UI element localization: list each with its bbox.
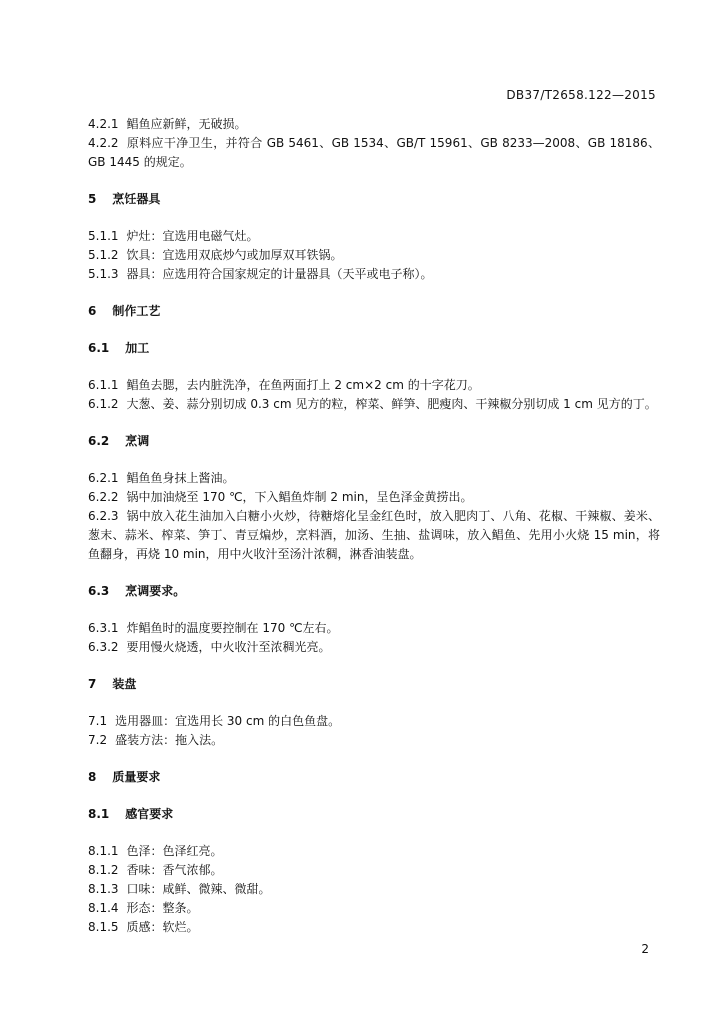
section-heading	[88, 432, 660, 451]
section-heading	[88, 805, 660, 824]
clause-number: 8.1.3	[88, 882, 119, 896]
clause-text: 色泽：色泽红亮。	[126, 844, 223, 858]
spacer	[88, 750, 660, 768]
clause-paragraph	[88, 918, 660, 937]
clause-number: 6.1	[88, 341, 110, 355]
clause-number: 6.2.3	[88, 509, 119, 523]
spacer	[88, 172, 660, 190]
clause-text: 要用慢火烧透，中火收汁至浓稠光亮。	[126, 640, 331, 654]
clause-number: 6.2.2	[88, 490, 119, 504]
clause-number: 5	[88, 192, 97, 206]
spacer	[88, 601, 660, 619]
clause-number: 8	[88, 770, 97, 784]
spacer	[88, 321, 660, 339]
clause-text: 烹调要求。	[125, 584, 186, 598]
clause-paragraph	[88, 507, 660, 564]
clause-number: 5.1.3	[88, 267, 119, 281]
clause-text: 锅中加油烧至 170 ℃，下入鲳鱼炸制 2 min，呈色泽金黄捞出。	[126, 490, 473, 504]
clause-paragraph	[88, 134, 660, 172]
clause-text: 盛装方法：拖入法。	[115, 733, 224, 747]
clause-paragraph	[88, 619, 660, 638]
section-heading	[88, 768, 660, 787]
section-heading	[88, 190, 660, 209]
clause-text: 锅中放入花生油加入白糖小火炒，待糖熔化呈金红色时，放入肥肉丁、八角、花椒、干辣椒、姜米、葱末、蒜米、榨菜、笋丁、青豆煸炒，烹料酒，加汤、生抽、盐调味，放入鲳鱼、先用小火烧 15 min，将鱼翻身，再烧 10 min，用中火收汁至汤汁浓稠，淋香油装盘。	[88, 509, 660, 561]
spacer	[88, 284, 660, 302]
clause-number: 6.3	[88, 584, 110, 598]
spacer	[88, 694, 660, 712]
clause-number: 7.1	[88, 714, 108, 728]
spacer	[88, 414, 660, 432]
spacer	[88, 657, 660, 675]
clause-text: 鲳鱼去腮，去内脏洗净，在鱼两面打上 2 cm×2 cm 的十字花刀。	[126, 378, 480, 392]
clause-paragraph	[88, 731, 660, 750]
clause-number: 8.1	[88, 807, 110, 821]
clause-text: 炉灶：宜选用电磁气灶。	[126, 229, 259, 243]
spacer	[88, 358, 660, 376]
clause-text: 口味：咸鲜、微辣、微甜。	[126, 882, 271, 896]
section-heading	[88, 302, 660, 321]
clause-paragraph	[88, 899, 660, 918]
clause-text: 质感：软烂。	[126, 920, 199, 934]
clause-text: 炸鲳鱼时的温度要控制在 170 ℃左右。	[126, 621, 339, 635]
clause-text: 大葱、姜、蒜分别切成 0.3 cm 见方的粒，榨菜、鲜笋、肥瘦肉、干辣椒分别切成 1 cm 见方的丁。	[126, 397, 657, 411]
clause-number: 7.2	[88, 733, 108, 747]
clause-text: 烹调	[125, 434, 150, 448]
spacer	[88, 209, 660, 227]
document-id: DB37/T2658.122—2015	[506, 88, 656, 102]
clause-number: 7	[88, 677, 97, 691]
clause-number: 6.1.2	[88, 397, 119, 411]
page-number: 2	[641, 942, 649, 956]
clause-number: 6.1.1	[88, 378, 119, 392]
clause-text: 感官要求	[125, 807, 174, 821]
clause-paragraph	[88, 861, 660, 880]
spacer	[88, 451, 660, 469]
clause-number: 8.1.1	[88, 844, 119, 858]
clause-text: 装盘	[112, 677, 137, 691]
clause-text: 选用器皿：宜选用长 30 cm 的白色鱼盘。	[115, 714, 341, 728]
clause-number: 6.3.2	[88, 640, 119, 654]
clause-text: 鲳鱼应新鲜，无破损。	[126, 117, 247, 131]
clause-text: 原料应干净卫生，并符合 GB 5461、GB 1534、GB/T 15961、GB 8233—2008、GB 18186、GB 1445 的规定。	[88, 136, 660, 169]
clause-number: 8.1.2	[88, 863, 119, 877]
section-heading	[88, 339, 660, 358]
clause-number: 8.1.5	[88, 920, 119, 934]
clause-paragraph	[88, 880, 660, 899]
section-heading	[88, 582, 660, 601]
document-body	[88, 115, 660, 937]
spacer	[88, 564, 660, 582]
clause-paragraph	[88, 376, 660, 395]
clause-text: 加工	[125, 341, 150, 355]
clause-text: 香味：香气浓郁。	[126, 863, 223, 877]
clause-text: 烹饪器具	[112, 192, 161, 206]
section-heading	[88, 675, 660, 694]
clause-number: 4.2.1	[88, 117, 119, 131]
clause-paragraph	[88, 265, 660, 284]
clause-number: 6	[88, 304, 97, 318]
clause-text: 形态：整条。	[126, 901, 199, 915]
clause-number: 5.1.2	[88, 248, 119, 262]
clause-paragraph	[88, 246, 660, 265]
clause-paragraph	[88, 638, 660, 657]
clause-paragraph	[88, 842, 660, 861]
clause-text: 制作工艺	[112, 304, 161, 318]
clause-text: 鲳鱼鱼身抹上酱油。	[126, 471, 235, 485]
clause-paragraph	[88, 469, 660, 488]
clause-number: 6.2.1	[88, 471, 119, 485]
clause-number: 6.3.1	[88, 621, 119, 635]
clause-number: 8.1.4	[88, 901, 119, 915]
clause-paragraph	[88, 227, 660, 246]
clause-text: 质量要求	[112, 770, 161, 784]
clause-number: 5.1.1	[88, 229, 119, 243]
clause-text: 器具：应选用符合国家规定的计量器具（天平或电子称）。	[126, 267, 433, 281]
clause-number: 6.2	[88, 434, 110, 448]
clause-paragraph	[88, 488, 660, 507]
clause-paragraph	[88, 712, 660, 731]
spacer	[88, 787, 660, 805]
clause-paragraph	[88, 395, 660, 414]
clause-text: 饮具：宜选用双底炒勺或加厚双耳铁锅。	[126, 248, 343, 262]
spacer	[88, 824, 660, 842]
clause-number: 4.2.2	[88, 136, 119, 150]
clause-paragraph	[88, 115, 660, 134]
